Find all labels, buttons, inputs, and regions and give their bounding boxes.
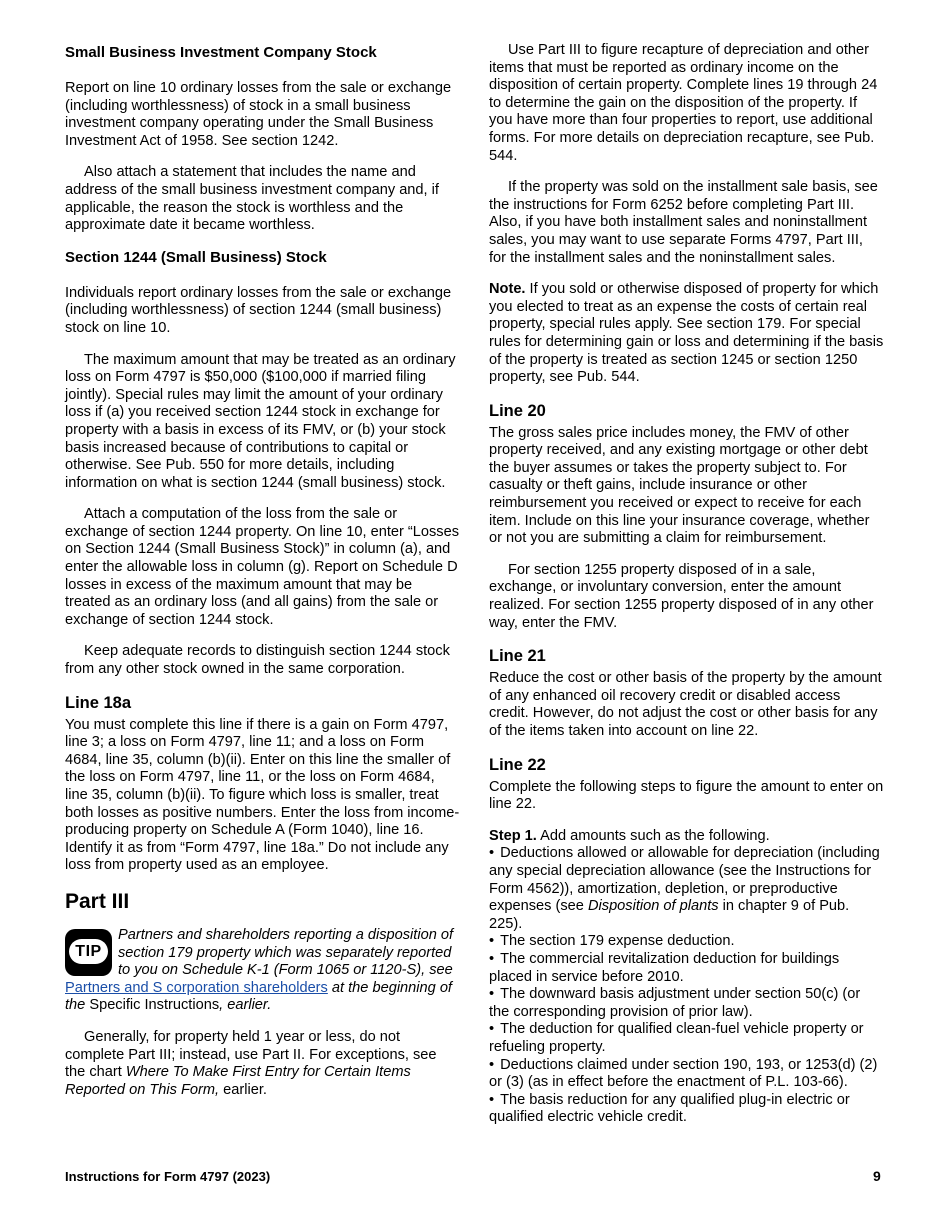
section-1244-paragraph-3: Attach a computation of the loss from the sale or exchange of section 1244 property. On line 10, enter “Losses on Section 1244 (Small Business Stock)” in column (a), and enter the allowable loss in column (g). Report on Schedule D losses in excess of the maximum amount that may be treated as an ordinary loss (and all gains) from the sale or exchange of section 1244 stock.	[65, 506, 460, 628]
tip-badge-label: TIP	[69, 939, 108, 964]
line-20-paragraph-2: For section 1255 property disposed of in a sale, exchange, or involuntary conversion, enter the amount realized. For section 1255 property disposed of in any other way, enter the FMV.	[489, 561, 874, 631]
part-iii-paragraph-3: If the property was sold on the installment sale basis, see the instructions for Form 6252 before completing Part III. Also, if you have both installment sales and noninstallment sales, you may want to use separate Forms 4797, Part III, for the installment sales and the noninstallment sales.	[489, 179, 878, 266]
tip-text-part-c: , earlier.	[219, 997, 272, 1014]
left-column	[65, 42, 460, 1113]
tip-text-part-a: Partners and shareholders reporting a disposition of section 179 property which was separately reported to you on Schedule K-1 (Form 1065 or 1120-S), see	[118, 926, 454, 979]
line-20-heading: Line 20	[489, 401, 546, 420]
section-1244-paragraph-1: Individuals report ordinary losses from the sale or exchange (including worthlessness) of section 1244 (small business) stock on line 10.	[65, 284, 452, 336]
tip-icon	[65, 929, 112, 976]
page-number: 9	[873, 1168, 881, 1184]
bullet-1-text-b: in chapter 9 of Pub. 225).	[489, 898, 850, 932]
bullet-item-depreciation	[489, 845, 884, 933]
line-22-heading: Line 22	[489, 755, 546, 774]
part-iii-paragraph-1	[65, 1029, 460, 1099]
bullet-1-text-a: Deductions allowed or allowable for depreciation (including any special depreciation allowance (see the Instructions for Form 4562)), amortization, depletion, or preproductive expenses (see	[489, 845, 880, 915]
part-iii-heading: Part III	[65, 889, 130, 913]
part-iii-p1-text-b: earlier.	[219, 1081, 267, 1098]
note-label: Note.	[489, 281, 526, 298]
part-iii-paragraph-2: Use Part III to figure recapture of depreciation and other items that must be reported as ordinary income on the disposition of certain property. Complete lines 19 through 24 to determine the gain on the disposition of the property. If you have more than four properties to report, use additional forms. For more details on depreciation recapture, see Pub. 544.	[489, 42, 878, 164]
tip-box	[65, 927, 460, 1015]
part-iii-p1-text-a: Generally, for property held 1 year or less, do not complete Part III; instead, use Part II. For exceptions, see the chart	[65, 1028, 437, 1081]
partners-s-corp-link[interactable]: Partners and S corporation shareholders	[65, 979, 328, 996]
tip-specific-instructions: Specific Instructions	[89, 997, 220, 1014]
step-1-block	[489, 828, 884, 1127]
bullet-item-downward-basis: • The downward basis adjustment under section 50(c) (or the corresponding provision of prior law).	[489, 986, 884, 1021]
step-1-label: Step 1.	[489, 827, 537, 844]
part-iii-p1-chart-title: Where To Make First Entry for Certain Items Reported on This Form,	[65, 1064, 411, 1098]
bullet-item-plug-in-electric: • The basis reduction for any qualified plug-in electric or qualified electric vehicle credit.	[489, 1092, 884, 1127]
footer-title: Instructions for Form 4797 (2023)	[65, 1169, 271, 1184]
bullet-item-clean-fuel: • The deduction for qualified clean-fuel vehicle property or refueling property.	[489, 1021, 884, 1056]
right-column	[489, 42, 884, 1127]
line-21-heading: Line 21	[489, 647, 546, 666]
sbic-heading: Small Business Investment Company Stock	[65, 44, 377, 61]
section-1244-paragraph-4: Keep adequate records to distinguish section 1244 stock from any other stock owned in the same corporation.	[65, 643, 450, 678]
sbic-paragraph-2: Also attach a statement that includes the name and address of the small business investment company and, if applicable, the reason the stock is worthless and the approximate date it became worthless.	[65, 164, 439, 234]
line-22-paragraph: Complete the following steps to figure the amount to enter on line 22.	[489, 778, 884, 813]
bullet-item-section-179: • The section 179 expense deduction.	[489, 933, 884, 951]
line-18a-paragraph: You must complete this line if there is a gain on Form 4797, line 3; a loss on Form 4797, line 11; and a loss on Form 4684, line 35, column (b)(ii). Enter on this line the smaller of the loss on Form 4797, line 11, or the loss on Form 4684, line 35, column (b)(ii). To figure which loss is smaller, treat both losses as positive numbers. Enter the loss from income-producing property on Schedule A (Form 1040), line 16. Identify it as from “Form 4797, line 18a.” Do not include any loss from property used as an employee.	[65, 716, 460, 874]
line-20-paragraph-1: The gross sales price includes money, the FMV of other property received, and any existing mortgage or other debt the buyer assumes or takes the property subject to. For casualty or theft gains, include insurance or other reimbursement you received or expect to receive for each item. Include on this line your insurance coverage, whether or not you are submitting a claim for reimbursement.	[489, 424, 870, 547]
line-21-paragraph: Reduce the cost or other basis of the property by the amount of any enhanced oil recovery credit or disabled access credit. However, do not adjust the cost or other basis for any of the items taken into account on line 22.	[489, 670, 882, 739]
bullet-item-section-190: • Deductions claimed under section 190, 193, or 1253(d) (2) or (3) (as in effect before the enactment of P.L. 103-66).	[489, 1057, 884, 1092]
sbic-paragraph-1: Report on line 10 ordinary losses from the sale or exchange (including worthlessness) of stock in a small business investment company operating under the Small Business Investment Act of 1958. See section 1242.	[65, 80, 452, 149]
step-1-text: Add amounts such as the following.	[536, 827, 770, 844]
tip-text-part-b: at the beginning of the	[65, 979, 452, 1014]
note-text: If you sold or otherwise disposed of property for which you elected to treat as an expense the costs of certain real property, special rules apply. See section 179. For special rules for determining gain or loss and determining if the basis of the property is treated as section 1245 or section 1250 property, see Pub. 544.	[489, 281, 884, 386]
line-18a-heading: Line 18a	[65, 693, 132, 712]
note-paragraph	[489, 281, 884, 387]
bullet-item-commercial-revitalization: • The commercial revitalization deduction for buildings placed in service before 2010.	[489, 951, 884, 986]
section-1244-heading: Section 1244 (Small Business) Stock	[65, 248, 327, 266]
bullet-1-disposition-of-plants: Disposition of plants	[587, 898, 719, 915]
section-1244-paragraph-2: The maximum amount that may be treated as an ordinary loss on Form 4797 is $50,000 ($100,000 if married filing jointly). Special rules may limit the amount of your ordinary loss if (a) you received section 1244 stock in exchange for property with a basis in excess of its FMV, or (b) your stock basis increased because of contributions to capital or otherwise. See Pub. 550 for more details, including information on what is section 1244 (small business) stock.	[65, 351, 456, 491]
step-1-line	[489, 828, 884, 846]
